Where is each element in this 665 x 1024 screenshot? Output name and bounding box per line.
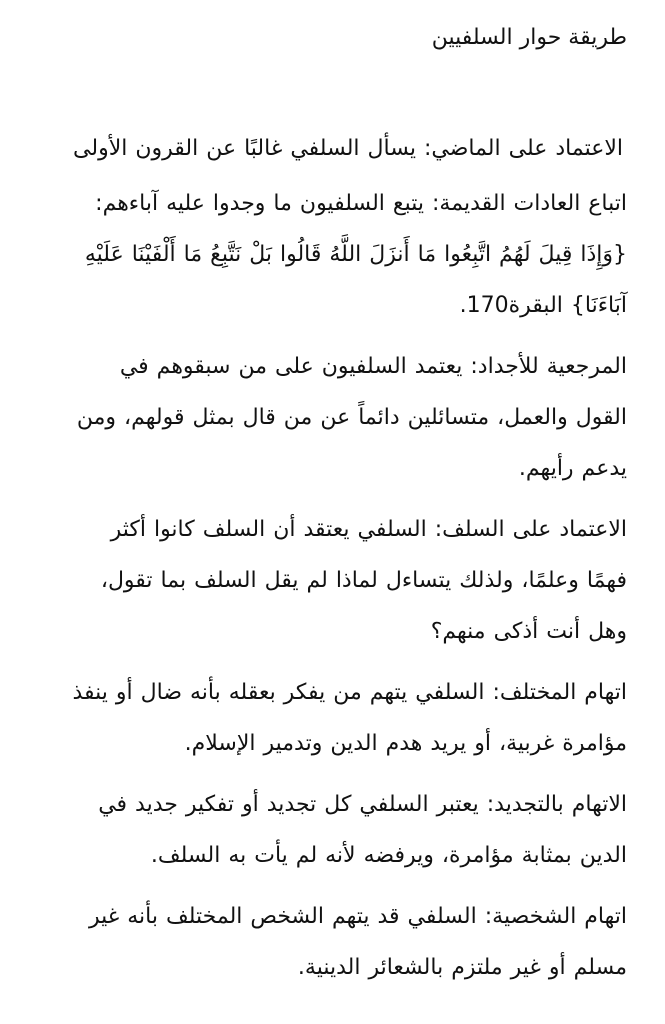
paragraph-ancestral-reference: المرجعية للأجداد: يعتمد السلفيون على من سبقوهم في القول والعمل، متسائلين دائماً عن من قال بمثل قولهم، ومن يدعم رأيهم. xyxy=(76,354,627,481)
document-body xyxy=(70,123,627,993)
paragraph-accusation-of-renewal: الاتهام بالتجديد: يعتبر السلفي كل تجديد أو تفكير جديد في الدين بمثابة مؤامرة، ويرفضه لأنه لم يأت به السلف. xyxy=(98,792,627,868)
paragraph-reliance-on-salaf: الاعتماد على السلف: السلفي يعتقد أن السلف كانوا أكثر فهمًا وعلمًا، ولذلك يتساءل لماذا لم يقل السلف بما تقول، وهل أنت أذكى منهم؟ xyxy=(100,517,627,644)
paragraph-reliance-on-past: الاعتماد على الماضي: يسأل السلفي غالبًا عن القرون الأولى xyxy=(73,136,623,161)
document-title: طريقة حوار السلفيين xyxy=(431,25,627,50)
paragraph-following-old-customs: اتباع العادات القديمة: يتبع السلفيون ما وجدوا عليه آباءهم: {وَإِذَا قِيلَ لَهُمُ اتَّبِعُوا مَا أَنزَلَ اللَّهُ قَالُوا بَلْ نَتَّبِعُ مَا أَلْفَيْنَا عَلَيْهِ آبَاءَنَا} البقرة170. xyxy=(84,191,627,318)
paragraph-personal-accusation: اتهام الشخصية: السلفي قد يتهم الشخص المختلف بأنه غير مسلم أو غير ملتزم بالشعائر الدينية. xyxy=(88,904,627,980)
paragraph-accusing-the-different: اتهام المختلف: السلفي يتهم من يفكر بعقله بأنه ضال أو ينفذ مؤامرة غربية، أو يريد هدم الدين وتدمير الإسلام. xyxy=(72,680,627,756)
